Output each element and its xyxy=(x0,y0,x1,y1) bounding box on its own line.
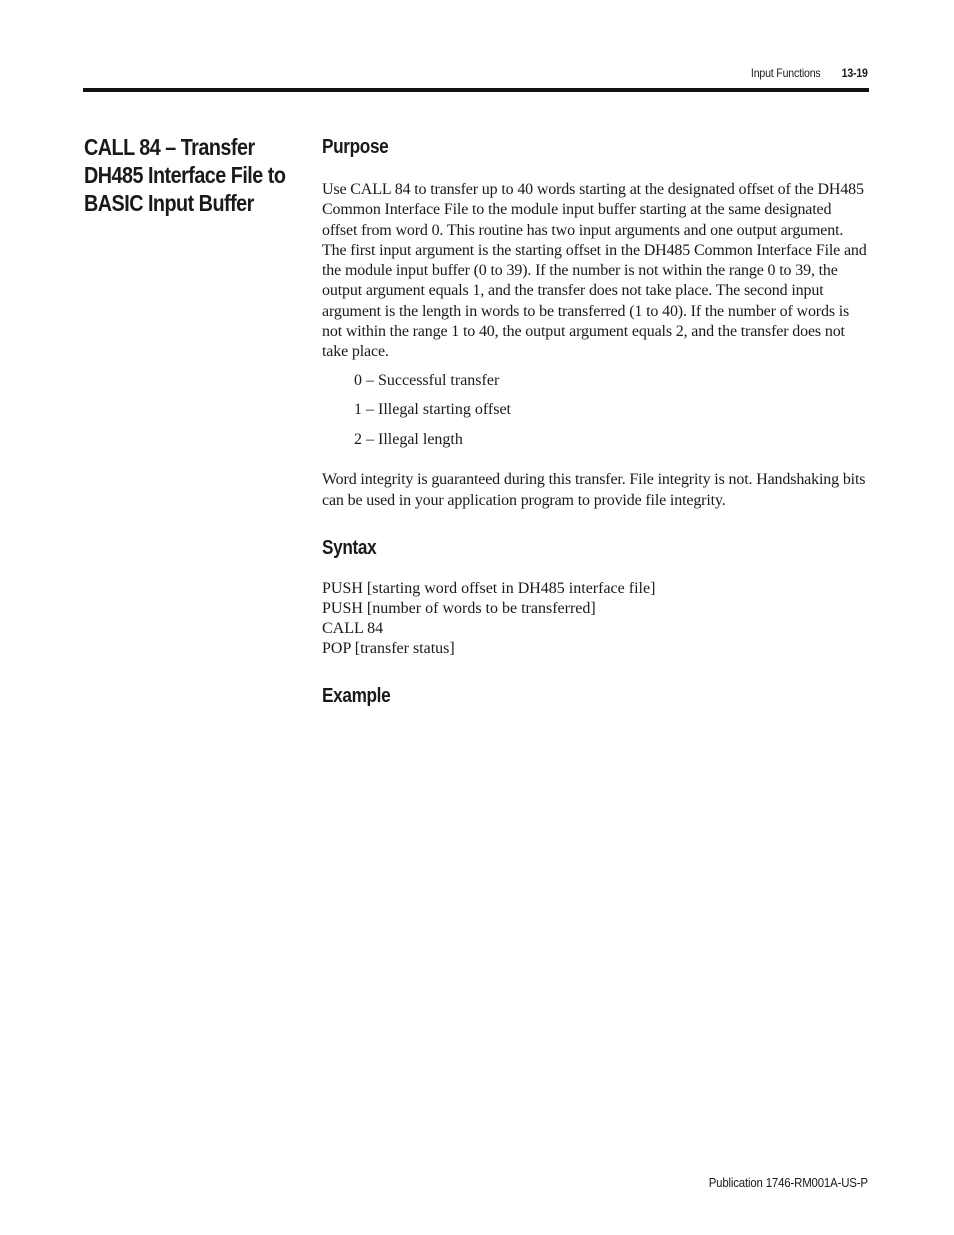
status-code-list xyxy=(354,371,870,451)
status-code-item: 2 – Illegal length xyxy=(354,431,463,449)
running-header xyxy=(751,66,868,80)
publication-footer: Publication 1746-RM001A-US-P xyxy=(708,1175,868,1190)
section-title-line: BASIC Input Buffer xyxy=(84,190,254,216)
syntax-line: PUSH [number of words to be transferred] xyxy=(322,599,596,617)
syntax-line: POP [transfer status] xyxy=(322,639,455,657)
example-heading: Example xyxy=(322,684,391,707)
section-title-line: DH485 Interface File to xyxy=(84,162,286,188)
purpose-paragraph: Use CALL 84 to transfer up to 40 words starting at the designated offset of the DH485 Common Interface File to the module input buffer starting at the same designated offset from word 0. This routine has two input arguments and one output argument. The first input argument is the starting offset in the DH485 Common Interface File and the module input buffer (0 to 39). If the number is not within the range 0 to 39, the output argument equals 1, and the transfer does not take place. The second input argument is the length in words to be transferred (1 to 40). If the number of words is not within the range 1 to 40, the output argument equals 2, and the transfer does not take place. xyxy=(322,181,867,361)
section-title xyxy=(84,133,286,217)
header-rule xyxy=(83,88,869,92)
section-title-line: CALL 84 – Transfer xyxy=(84,134,255,160)
status-code-item: 1 – Illegal starting offset xyxy=(354,401,511,419)
page-number: 13-19 xyxy=(841,66,868,80)
header-section-name: Input Functions xyxy=(751,66,821,80)
main-content xyxy=(322,134,870,709)
integrity-paragraph: Word integrity is guaranteed during this transfer. File integrity is not. Handshaking bits can be used in your application program to provide file integrity. xyxy=(322,471,866,509)
syntax-heading: Syntax xyxy=(322,536,377,559)
syntax-block xyxy=(322,579,870,659)
purpose-heading: Purpose xyxy=(322,136,389,158)
status-code-item: 0 – Successful transfer xyxy=(354,371,500,389)
syntax-line: PUSH [starting word offset in DH485 interface file] xyxy=(322,579,656,597)
syntax-line: CALL 84 xyxy=(322,619,384,637)
